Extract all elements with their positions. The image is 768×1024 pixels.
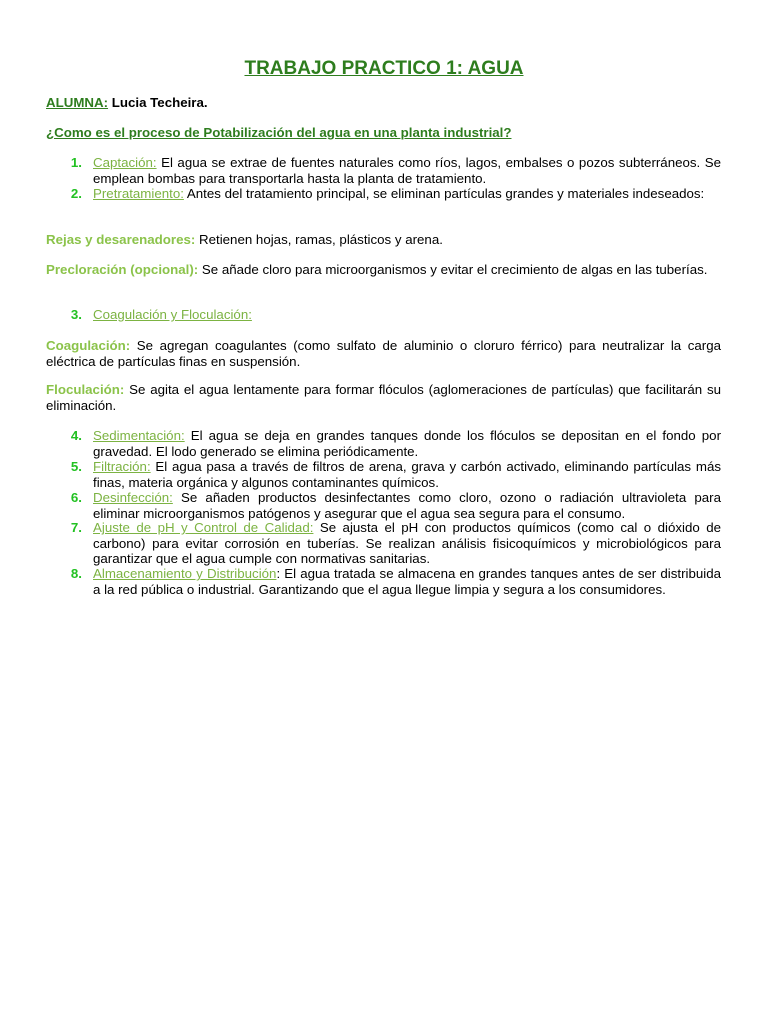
item-number: 1. bbox=[70, 155, 82, 170]
item-text: Se ajusta el pH con productos químicos (como cal o dióxido de carbono) para evitar corrosión en tuberías. Se realizan análisis fisicoquímicos y microbiológicos para garantizar que el agua cumple con normativas sanitarias. bbox=[93, 520, 721, 566]
item-label: Coagulación y Floculación: bbox=[93, 307, 252, 322]
list-item bbox=[66, 186, 721, 202]
list-item bbox=[66, 307, 721, 323]
item-number: 2. bbox=[70, 186, 82, 201]
item-text: El agua se extrae de fuentes naturales como ríos, lagos, embalses o pozos subterráneos. Se emplean bombas para transportarla hasta la planta de tratamiento. bbox=[93, 155, 721, 186]
paragraph-key: Coagulación: bbox=[46, 338, 131, 353]
item-label: Pretratamiento: bbox=[93, 186, 184, 201]
paragraph bbox=[46, 232, 721, 248]
question-heading: ¿Como es el proceso de Potabilización del agua en una planta industrial? bbox=[46, 125, 512, 140]
item-label: Almacenamiento y Distribución bbox=[93, 566, 277, 581]
item-number: 5. bbox=[70, 459, 82, 474]
item-text: Antes del tratamiento principal, se eliminan partículas grandes y materiales indeseados: bbox=[183, 186, 705, 201]
paragraph-text: Se añade cloro para microorganismos y evitar el crecimiento de algas en las tuberías. bbox=[198, 262, 708, 277]
list-item bbox=[66, 566, 721, 597]
item-text: : El agua tratada se almacena en grandes tanques antes de ser distribuida a la red pública o industrial. Garantizando que el agua llegue limpia y segura a los consumidores. bbox=[93, 566, 721, 597]
list-item bbox=[66, 155, 721, 186]
item-number: 3. bbox=[70, 307, 82, 322]
item-number: 6. bbox=[70, 490, 82, 505]
paragraph bbox=[46, 262, 721, 278]
item-text: Se añaden productos desinfectantes como cloro, ozono o radiación ultravioleta para eliminar microorganismos patógenos y asegurar que el agua sea segura para el consumo. bbox=[93, 490, 721, 521]
paragraph-text: Se agregan coagulantes (como sulfato de aluminio o cloruro férrico) para neutralizar la carga eléctrica de partículas finas en suspensión. bbox=[46, 338, 721, 369]
item-label: Sedimentación: bbox=[93, 428, 185, 443]
paragraph-text: Se agita el agua lentamente para formar flóculos (aglomeraciones de partículas) que facilitarán su eliminación. bbox=[46, 382, 721, 413]
document-title: TRABAJO PRACTICO 1: AGUA bbox=[244, 58, 524, 79]
item-label: Desinfección: bbox=[93, 490, 173, 505]
item-number: 8. bbox=[70, 566, 82, 581]
list-item bbox=[66, 490, 721, 521]
paragraph-key: Rejas y desarenadores: bbox=[46, 232, 196, 247]
item-number: 7. bbox=[70, 520, 82, 535]
paragraph bbox=[46, 338, 721, 369]
item-number: 4. bbox=[70, 428, 82, 443]
paragraph-key: Floculación: bbox=[46, 382, 125, 397]
item-text: El agua pasa a través de filtros de arena, grava y carbón activado, eliminando partículas más finas, materia orgánica y algunos contaminantes químicos. bbox=[93, 459, 721, 490]
paragraph-text: Retienen hojas, ramas, plásticos y arena. bbox=[195, 232, 443, 247]
item-label: Ajuste de pH y Control de Calidad: bbox=[93, 520, 314, 535]
paragraph bbox=[46, 382, 721, 413]
item-label: Captación: bbox=[93, 155, 157, 170]
student-line bbox=[46, 95, 208, 110]
item-text: El agua se deja en grandes tanques donde los flóculos se depositan en el fondo por gravedad. El lodo generado se elimina periódicamente. bbox=[93, 428, 721, 459]
list-item bbox=[66, 459, 721, 490]
item-label: Filtración: bbox=[93, 459, 151, 474]
paragraph-key: Precloración (opcional): bbox=[46, 262, 199, 277]
student-name: Lucia Techeira. bbox=[108, 95, 208, 110]
list-item bbox=[66, 428, 721, 459]
student-label: ALUMNA: bbox=[46, 95, 109, 110]
list-item bbox=[66, 520, 721, 567]
